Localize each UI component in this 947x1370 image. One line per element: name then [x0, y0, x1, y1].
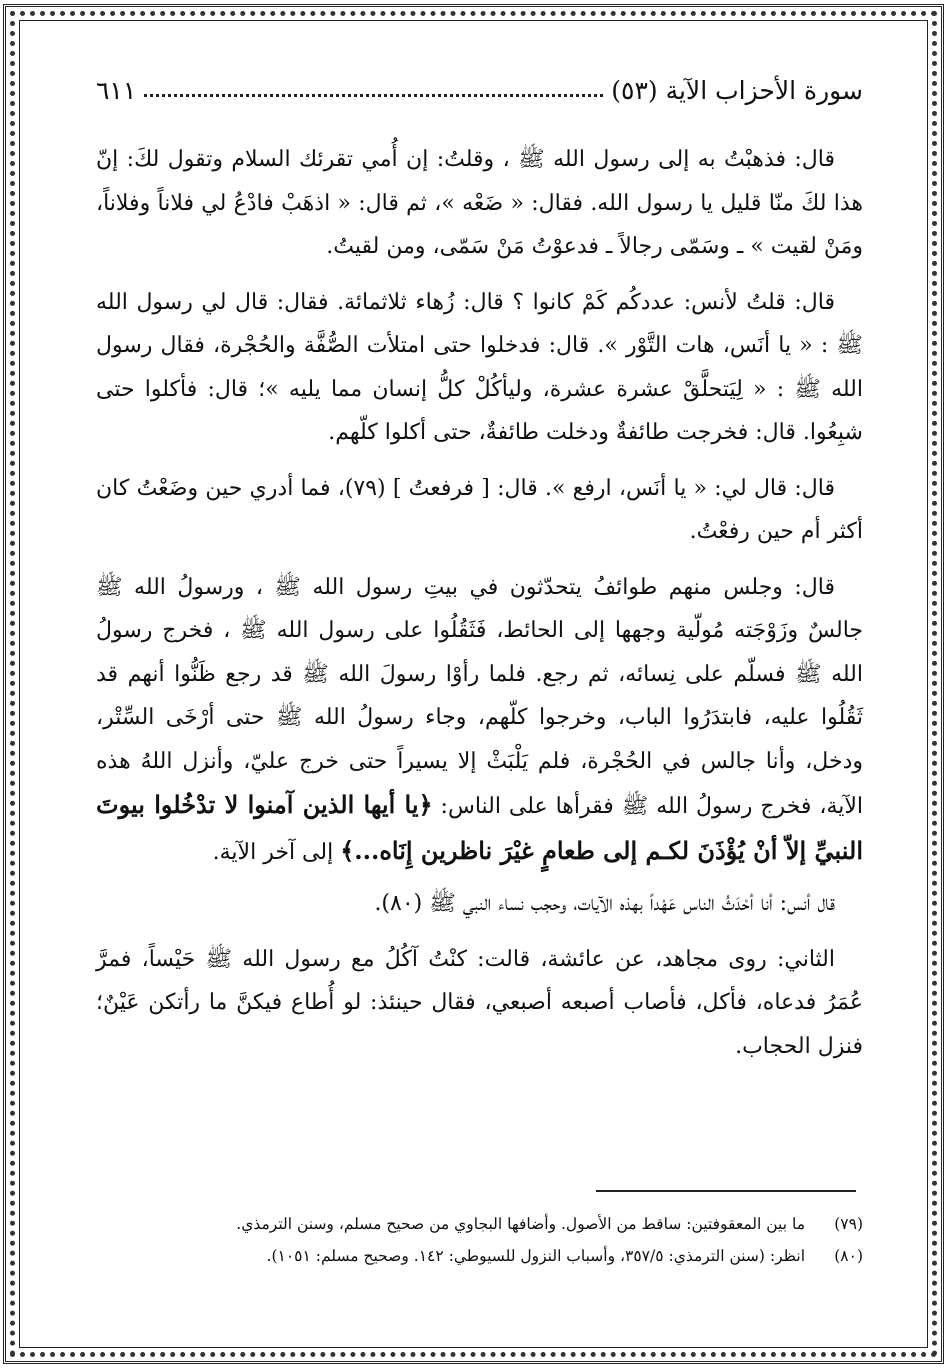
paragraph: قال: قلتُ لأنس: عددكُم كَمْ كانوا ؟ قال: زُهاء ثلاثمائة. فقال: قال لي رسول الله ﷺ : « يا أنَس، هات التَّوْر ». قال: فدخلوا حتى امتلأت الصُّفَّة والحُجْرة، فقال رسول الله ﷺ : « لِيَتحلَّقْ عشرة عشرة، وليأكُلْ كلُّ إنسان مما يليه »؛ قال: فأكلوا حتى شبِعُوا. قال: فخرجت طائفةٌ ودخلت طائفةٌ، حتى أكلوا كلّهم.	[96, 289, 863, 445]
header-dot-leader	[144, 94, 603, 97]
paragraph: قال أنس: أنا أحْدَثُ الناس عَهْداً بهذه الآيات، وحجب نساء النبي ﷺ (٨٠).	[374, 891, 835, 916]
footnotes	[96, 1208, 863, 1272]
footnote-number: (٨٠)	[834, 1247, 863, 1265]
quran-verse: ﴿يا أيها الذين آمنوا لا تدْخُلوا بيوتَ النبيِّ إلاّ أنْ يُؤْذَنَ لكـم إلى طعامٍ غيْرَ ناظرين إِنَاه...﴾	[96, 790, 863, 865]
main-text	[96, 138, 863, 1080]
paragraph: الثاني: روى مجاهد، عن عائشة، قالت: كنْتُ آكُلُ مع رسول الله ﷺ حَيْساً، فمرَّ عُمَرُ فدعاه، فأكل، فأصاب أصبعه أصبعي، فقال حينئذ: لو أُطاع فيكنَّ ما رأتكن عَيْنٌ؛ فنزل الحجاب.	[96, 946, 863, 1059]
footnote-separator	[596, 1190, 856, 1192]
paragraph-with-verse	[96, 566, 863, 875]
footnote-number: (٧٩)	[834, 1215, 863, 1233]
page-header	[96, 70, 863, 110]
footnote	[96, 1208, 863, 1240]
paragraph-text: قال: وجلس منهم طوائفُ يتحدّثون في بيتِ رسول الله ﷺ ، ورسولُ الله ﷺ جالسٌ وزَوْجَته مُولّية وجهها إلى الحائط، فَثَقُلُوا على رسول الله ﷺ ، فخرج رسولُ الله ﷺ فسلّم على نِسائه، ثم رجع. فلما رأوْا رسولَ الله ﷺ قد رجع ظَنُّوا أنهم قد ثَقُلُوا عليه، فابتدَرُوا الباب، وخرجوا كلّهم، وجاء رسولُ الله ﷺ حتى أرْخَى السِّتْر، ودخل، وأنا جالس في الحُجْرة، فلم يَلْبَثْ إلا يسيراً حتى خرج عليّ، وأنزل اللهُ هذه الآية، فخرج رسولُ الله ﷺ فقرأها على الناس:	[96, 574, 864, 819]
footnote	[96, 1240, 863, 1272]
paragraph: قال: فذهبْتُ به إلى رسول الله ﷺ ، وقلتُ: إن أُمي تقرئك السلام وتقول لكَ: إنّ هذا لكَ منّا قليل يا رسول الله. فقال: « ضَعْه »، ثم قال: « اذهَبْ فادْعُ لي فلاناً وفلاناً، ومَنْ لقيت » ـ وسَمّى رجالاً ـ فدعوْتُ مَنْ سَمّى، ومن لقيتُ.	[96, 147, 863, 259]
paragraph: قال: قال لي: « يا أنَس، ارفع ». قال: [ فرفعتُ ] (٧٩)، فما أدري حين وضَعْتُ كان أكثر أم حين رفعْتُ.	[96, 475, 863, 544]
footnote-text: انظر: (سنن الترمذي: ٣٥٧/٥، وأسباب النزول للسيوطي: ١٤٢. وصحيح مسلم: ١٠٥١).	[266, 1247, 805, 1265]
footnote-text: ما بين المعقوفتين: ساقط من الأصول. وأضافها البجاوي من صحيح مسلم، وسنن الترمذي.	[236, 1215, 805, 1233]
running-title: سورة الأحزاب الآية (٥٣)	[611, 75, 863, 105]
page-number: ٦١١	[96, 75, 137, 105]
paragraph-text: إلى آخر الآية.	[212, 839, 334, 865]
